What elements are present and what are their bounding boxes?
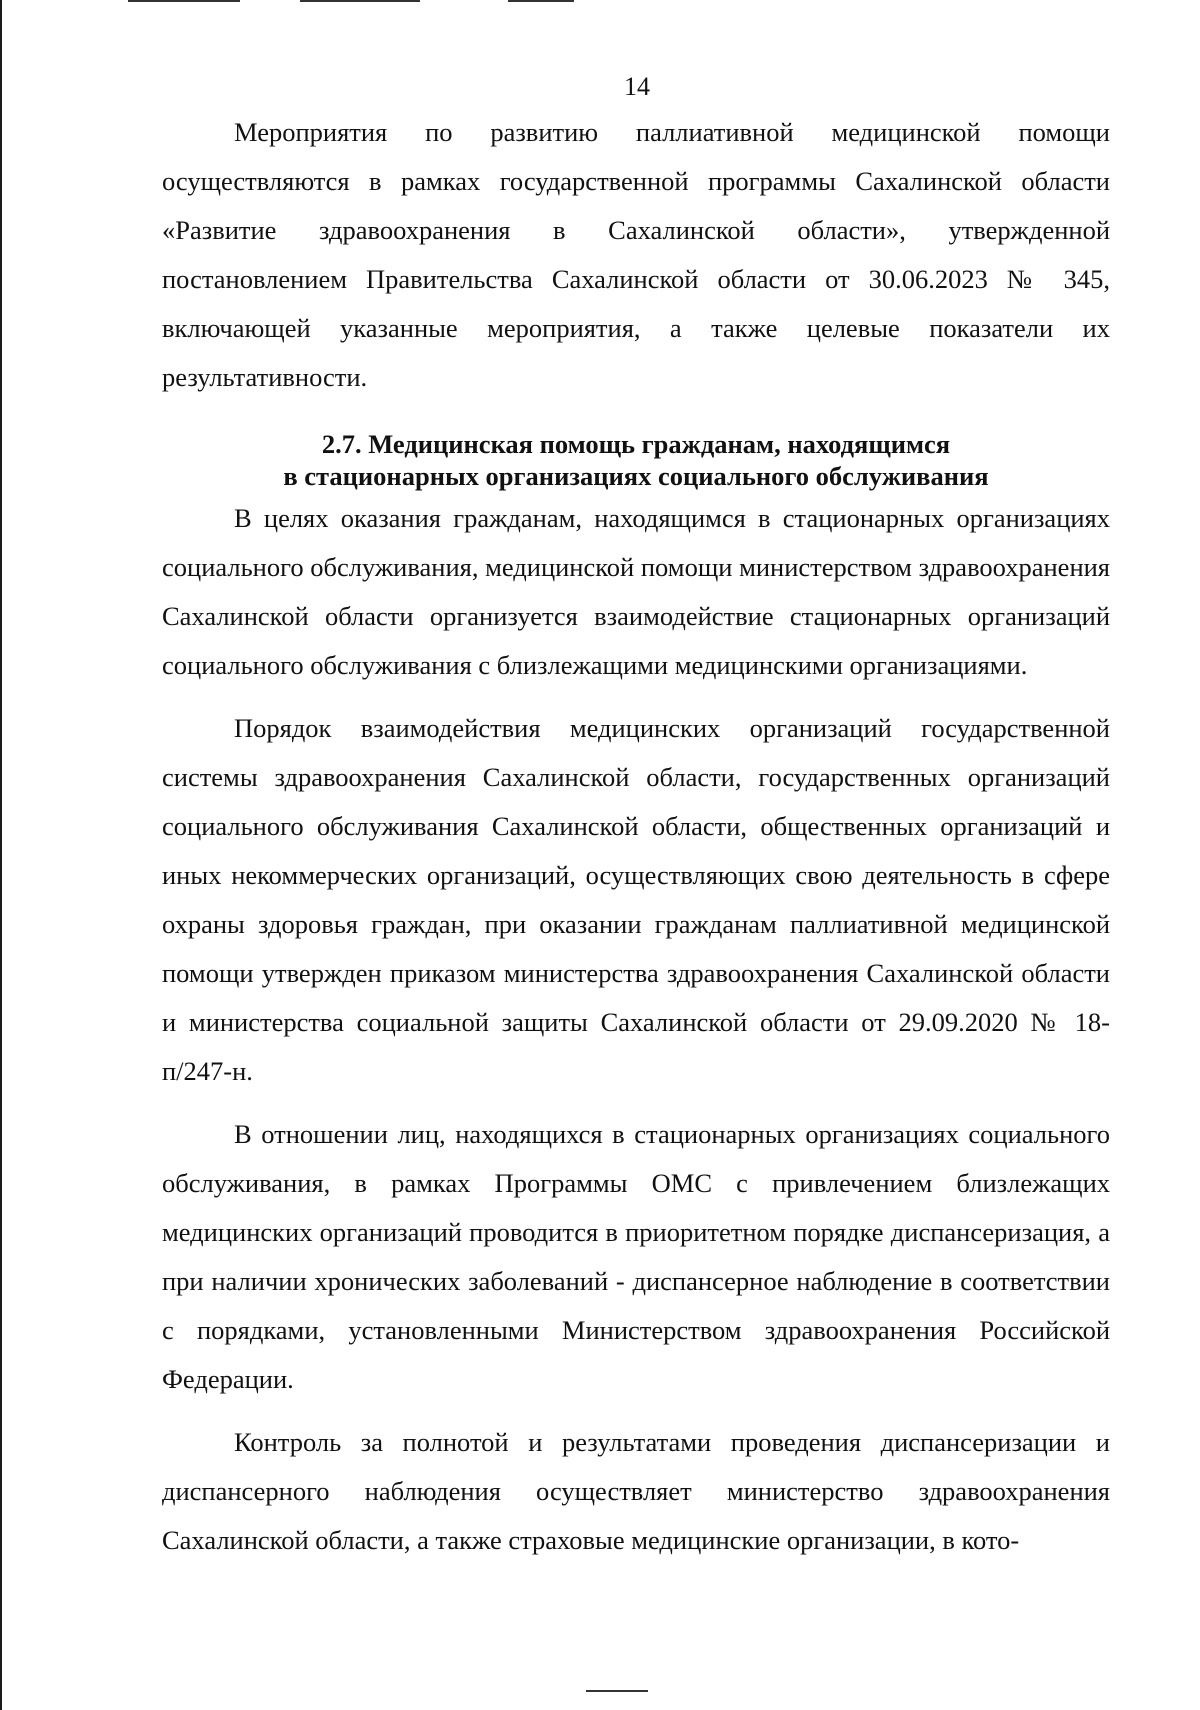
scan-top-mark [508, 0, 574, 2]
paragraph: Контроль за полнотой и результатами проведения диспансеризации и диспансерного наблюдения осуществляет министерство здравоохранения Сахалинской области, а также страховые медицинские организации, в кото- [162, 1427, 1110, 1555]
paragraph: В целях оказания гражданам, находящимся в стационарных организациях социального обслуживания, медицинской помощи министерством здравоохранения Сахалинской области организуется взаимодействие стационарных организаций социального обслуживания с близлежащими медицинскими организациями. [162, 503, 1110, 680]
scan-left-edge [0, 0, 2, 1710]
paragraph: Порядок взаимодействия медицинских организаций государственной системы здравоохранения Сахалинской области, государственных организаций социального обслуживания Сахалинской области, общественных организаций и иных некоммерческих организаций, осуществляющих свою деятельность в сфере охраны здоровья граждан, при оказании гражданам паллиативной медицинской помощи утвержден приказом министерства здравоохранения Сахалинской области и министерства социальной защиты Сахалинской области от 29.09.2020 № 18-п/247-н. [162, 713, 1110, 1086]
section-heading [162, 428, 1110, 492]
document-body [162, 108, 1110, 1565]
scan-top-mark [300, 0, 420, 2]
page-number: 14 [624, 72, 650, 101]
paragraph: Мероприятия по развитию паллиативной медицинской помощи осуществляются в рамках государственной программы Сахалинской области «Развитие здравоохранения в Сахалинской области», утвержденной постановлением Правительства Сахалинской области от 30.06.2023 № 345, включающей указанные мероприятия, а также целевые показатели их результативности. [162, 117, 1110, 392]
section-heading-line: 2.7. Медицинская помощь гражданам, находящимся [321, 429, 951, 459]
section-heading-line: в стационарных организациях социального обслуживания [283, 461, 989, 491]
paragraph: В отношении лиц, находящихся в стационарных организациях социального обслуживания, в рамках Программы ОМС с привлечением близлежащих медицинских организаций проводится в приоритетном порядке диспансеризация, а при наличии хронических заболеваний - диспансерное наблюдение в соответствии с порядками, установленными Министерством здравоохранения Российской Федерации. [162, 1119, 1110, 1394]
scan-top-mark [128, 0, 240, 2]
scan-bottom-mark [586, 1690, 648, 1692]
